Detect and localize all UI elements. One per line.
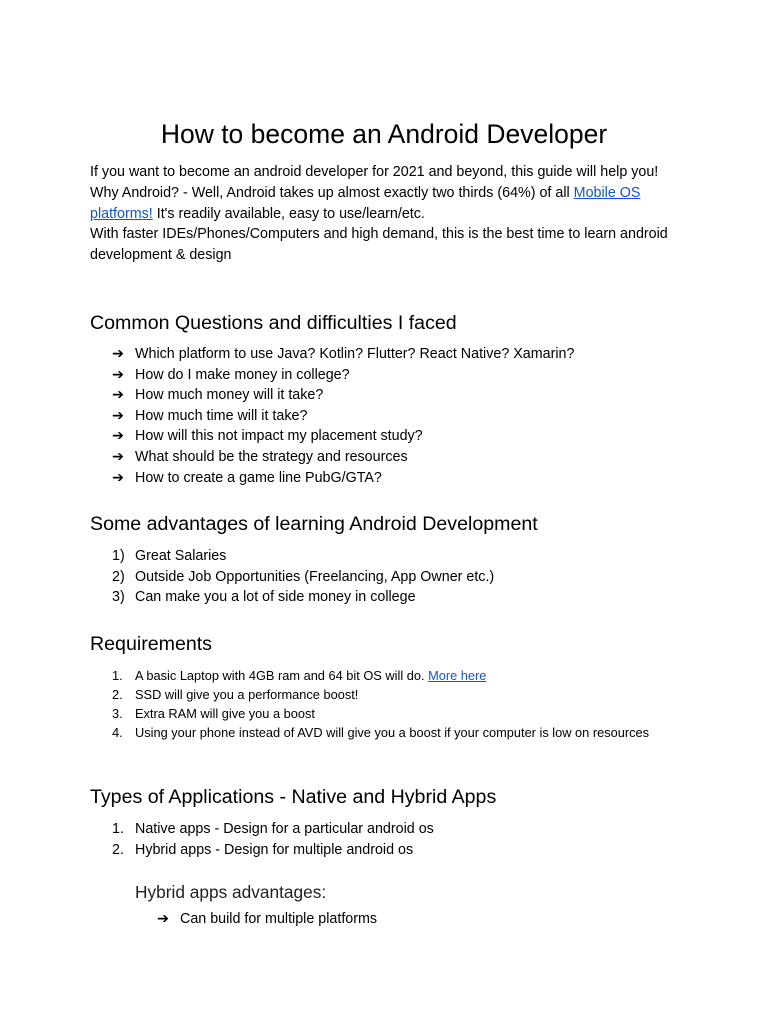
list-item-text: What should be the strategy and resources xyxy=(135,448,408,465)
advantages-heading: Some advantages of learning Android Development xyxy=(90,513,538,535)
requirements-heading: Requirements xyxy=(90,633,212,655)
list-number: 2) xyxy=(112,568,125,585)
intro-line-2-text: Why Android? - Well, Android takes up almost exactly two thirds (64%) of all xyxy=(90,184,574,201)
list-item-text: Can build for multiple platforms xyxy=(180,911,378,927)
list-item xyxy=(90,406,730,427)
questions-heading: Common Questions and difficulties I faced xyxy=(90,312,457,334)
types-list xyxy=(90,819,730,860)
list-number: 2. xyxy=(112,687,123,703)
list-item-text: Extra RAM will give you a boost xyxy=(135,706,315,722)
intro-line-1: If you want to become an android developer for 2021 and beyond, this guide will help you! xyxy=(90,164,659,180)
list-number: 1. xyxy=(112,668,123,683)
list-item xyxy=(90,426,730,447)
arrow-icon: ➔ xyxy=(112,469,124,486)
list-item xyxy=(90,587,730,608)
list-number: 4. xyxy=(112,725,123,741)
arrow-icon: ➔ xyxy=(157,911,169,927)
list-item-text: Native apps - Design for a particular android os xyxy=(135,821,434,837)
list-item-text: Which platform to use Java? Kotlin? Flutter? React Native? Xamarin? xyxy=(135,346,575,362)
list-item xyxy=(90,468,730,489)
list-item-text: Using your phone instead of AVD will give you a boost if your computer is low on resources xyxy=(135,725,650,741)
list-item-text: A basic Laptop with 4GB ram and 64 bit OS will do. xyxy=(135,668,429,683)
list-item xyxy=(90,685,650,704)
list-number: 3. xyxy=(112,706,123,722)
list-item-text: How much money will it take? xyxy=(135,387,324,404)
more-here-link[interactable]: More here xyxy=(428,668,487,683)
intro-line-3: With faster IDEs/Phones/Computers and high demand, this is the best time to learn android development & design xyxy=(90,226,668,264)
list-item xyxy=(90,546,730,567)
mobile-os-platforms-link[interactable]: Mobile OS platforms! xyxy=(90,184,641,222)
intro-line-2-tail: It's readily available, easy to use/learn/etc. xyxy=(152,205,425,222)
types-heading: Types of Applications - Native and Hybrid Apps xyxy=(90,786,497,808)
page-title: How to become an Android Developer xyxy=(160,119,608,149)
list-item xyxy=(90,819,730,840)
list-item xyxy=(135,909,695,930)
list-item xyxy=(90,704,650,723)
intro-line-2 xyxy=(90,183,690,225)
requirements-list xyxy=(90,666,650,742)
list-item xyxy=(90,385,730,406)
advantages-list xyxy=(90,546,730,608)
list-number: 1. xyxy=(112,821,124,837)
list-item xyxy=(90,567,730,588)
list-item-text: Can make you a lot of side money in college xyxy=(135,589,416,606)
list-number: 2. xyxy=(112,841,124,858)
list-item-text: How much time will it take? xyxy=(135,407,308,424)
questions-list xyxy=(90,344,730,488)
list-item xyxy=(90,723,650,742)
list-item-text: How will this not impact my placement study? xyxy=(135,428,423,445)
intro-paragraph xyxy=(90,162,690,266)
list-item-text: Hybrid apps - Design for multiple android os xyxy=(135,841,414,858)
list-item-text: SSD will give you a performance boost! xyxy=(135,687,359,703)
arrow-icon: ➔ xyxy=(112,346,124,362)
arrow-icon: ➔ xyxy=(112,448,124,465)
list-number: 1) xyxy=(112,548,125,564)
arrow-icon: ➔ xyxy=(112,428,124,445)
list-item xyxy=(90,365,730,386)
list-item-text: Outside Job Opportunities (Freelancing, App Owner etc.) xyxy=(135,568,495,585)
hybrid-advantages-heading: Hybrid apps advantages: xyxy=(135,882,327,902)
list-number: 3) xyxy=(112,589,125,606)
arrow-icon: ➔ xyxy=(112,407,124,424)
list-item xyxy=(90,344,730,365)
arrow-icon: ➔ xyxy=(112,366,124,383)
list-item xyxy=(90,666,650,685)
arrow-icon: ➔ xyxy=(112,387,124,404)
list-item-text: Great Salaries xyxy=(135,548,227,564)
list-item xyxy=(90,447,730,468)
list-item xyxy=(90,840,730,861)
list-item-text: How to create a game line PubG/GTA? xyxy=(135,469,382,486)
hybrid-advantages-list xyxy=(135,909,695,930)
list-item-text: How do I make money in college? xyxy=(135,366,350,383)
